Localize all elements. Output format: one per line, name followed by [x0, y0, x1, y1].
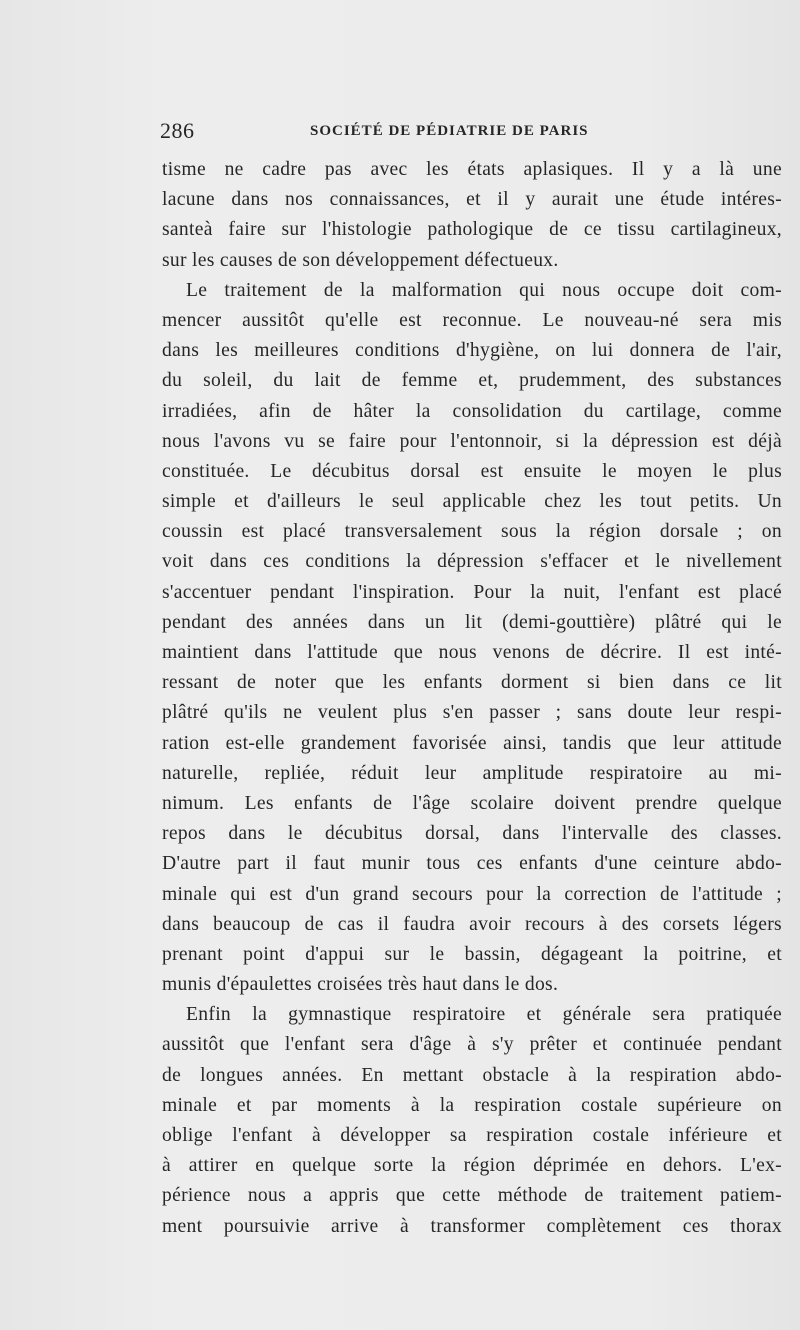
text-line: dans beaucoup de cas il faudra avoir recours à des corsets légers: [162, 913, 782, 935]
text-line: munis d'épaulettes croisées très haut dans le dos.: [162, 974, 559, 996]
text-line: pendant des années dans un lit (demi-gouttière) plâtré qui le: [162, 611, 782, 633]
text-line: irradiées, afin de hâter la consolidation du cartilage, comme: [162, 400, 782, 422]
text-line: oblige l'enfant à développer sa respiration costale inférieure et: [162, 1125, 782, 1146]
paragraph: [162, 276, 782, 1001]
text-line: ment poursuivie arrive à transformer complètement ces thorax: [162, 1215, 782, 1237]
text-line: simple et d'ailleurs le seul applicable chez les tout petits. Un: [162, 491, 782, 513]
text-line: minale et par moments à la respiration costale supérieure on: [162, 1094, 782, 1116]
text-line: aussitôt que l'enfant sera d'âge à s'y prêter et continuée pendant: [162, 1034, 782, 1056]
text-line: naturelle, repliée, réduit leur amplitude respiratoire au mi-: [162, 762, 782, 784]
text-line: nimum. Les enfants de l'âge scolaire doivent prendre quelque: [162, 792, 782, 814]
text-line: ressant de noter que les enfants dorment si bien dans ce lit: [162, 672, 782, 694]
text-line: mencer aussitôt qu'elle est reconnue. Le nouveau-né sera mis: [162, 309, 782, 331]
text-line: dans les meilleures conditions d'hygiène, on lui donnera de l'air,: [162, 340, 782, 362]
paragraph: [162, 155, 782, 276]
text-line: tisme ne cadre pas avec les états aplasiques. Il y a là une: [162, 159, 782, 180]
text-line: coussin est placé transversalement sous la région dorsale ; on: [162, 521, 782, 543]
text-line: constituée. Le décubitus dorsal est ensuite le moyen le plus: [162, 460, 782, 482]
journal-title: SOCIÉTÉ DE PÉDIATRIE DE PARIS: [310, 123, 589, 139]
text-line: à attirer en quelque sorte la région déprimée en dehors. L'ex-: [162, 1155, 782, 1177]
text-line: prenant point d'appui sur le bassin, dégageant la poitrine, et: [162, 943, 782, 965]
text-line: ration est-elle grandement favorisée ainsi, tandis que leur attitude: [162, 732, 782, 754]
text-line: santeà faire sur l'histologie pathologique de ce tissu cartilagineux,: [162, 219, 782, 241]
text-line: du soleil, du lait de femme et, prudemment, des substances: [162, 370, 782, 392]
text-line: lacune dans nos connaissances, et il y aurait une étude intéres-: [162, 189, 782, 211]
text-line: Le traitement de la malformation qui nous occupe doit com-: [186, 279, 782, 301]
text-line: Enfin la gymnastique respiratoire et générale sera pratiquée: [186, 1004, 782, 1026]
text-line: s'accentuer pendant l'inspiration. Pour la nuit, l'enfant est placé: [162, 581, 782, 603]
text-line: de longues années. En mettant obstacle à la respiration abdo-: [162, 1064, 782, 1086]
running-head: [160, 118, 780, 148]
text-line: minale qui est d'un grand secours pour la correction de l'attitude ;: [162, 883, 782, 905]
text-line: plâtré qu'ils ne veulent plus s'en passer ; sans doute leur respi-: [162, 702, 782, 724]
text-line: maintient dans l'attitude que nous venons de décrire. Il est inté-: [162, 642, 782, 663]
body-text: [162, 155, 782, 1242]
text-line: repos dans le décubitus dorsal, dans l'intervalle des classes.: [162, 823, 782, 845]
paragraph: [162, 1000, 782, 1242]
text-line: voit dans ces conditions la dépression s'effacer et le nivellement: [162, 551, 782, 573]
text-line: nous l'avons vu se faire pour l'entonnoir, si la dépression est déjà: [162, 430, 782, 452]
text-line: D'autre part il faut munir tous ces enfants d'une ceinture abdo-: [162, 853, 782, 875]
text-line: sur les causes de son développement défectueux.: [162, 249, 559, 271]
text-line: périence nous a appris que cette méthode de traitement patiem-: [162, 1185, 782, 1207]
page-number: 286: [160, 118, 195, 143]
